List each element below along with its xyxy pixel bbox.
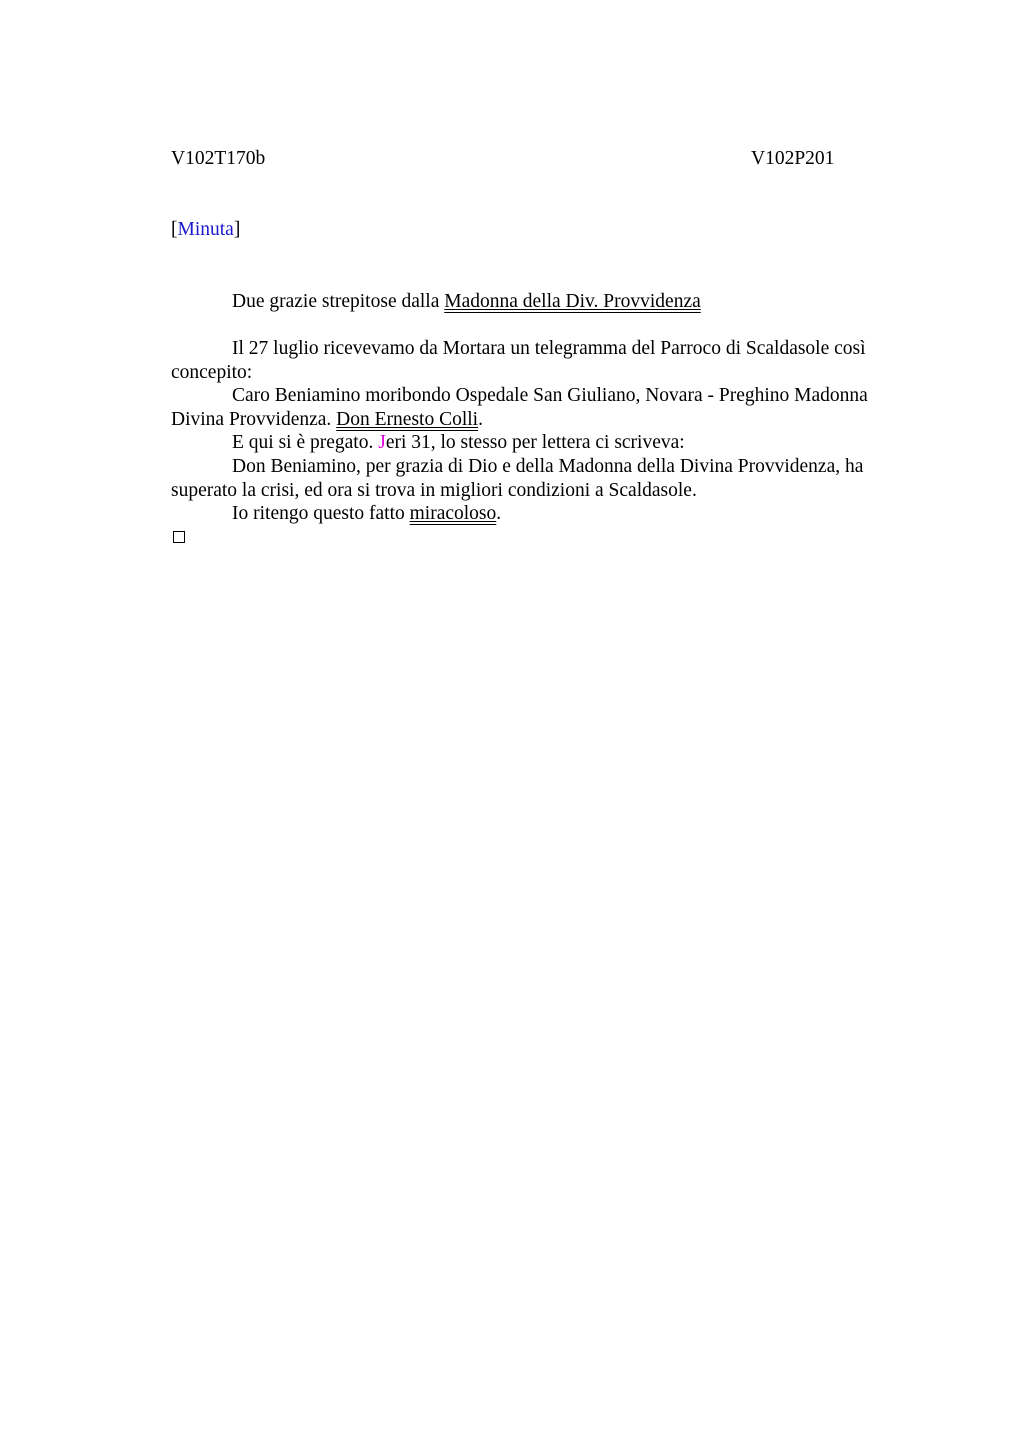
document-code-left: V102T170b — [171, 148, 266, 169]
telegram-end: . — [478, 408, 483, 430]
document-title — [232, 290, 701, 314]
paragraph-2 — [171, 384, 906, 431]
minuta-word: Minuta — [177, 219, 234, 240]
title-prefix: Due grazie strepitose dalla — [232, 291, 445, 312]
telegram-text: Caro Beniamino moribondo Ospedale San Giuliano, Novara - Preghino Madonna Divina Provvidenza. — [171, 385, 868, 430]
paragraph-5 — [171, 502, 906, 526]
empty-square-icon — [173, 531, 185, 543]
title-underlined: Madonna della Div. Provvidenza — [444, 291, 701, 312]
document-code-right: V102P201 — [751, 148, 835, 169]
bracket-close: ] — [233, 219, 241, 240]
p5-end: . — [496, 503, 502, 525]
p3-highlight-letter: J — [378, 432, 386, 454]
p5-underlined: miracoloso — [409, 503, 497, 525]
p3-rest: eri 31, lo stesso per lettera ci scriveva: — [385, 432, 685, 454]
p5-start: Io ritengo questo fatto — [232, 503, 410, 525]
document-body — [171, 337, 906, 526]
p3-start: E qui si è pregato. — [232, 432, 379, 454]
paragraph-3 — [171, 431, 906, 455]
minuta-label — [171, 218, 240, 242]
paragraph-1: Il 27 luglio ricevevamo da Mortara un telegramma del Parroco di Scaldasole così concepito: — [171, 338, 866, 383]
paragraph-4: Don Beniamino, per grazia di Dio e della Madonna della Divina Provvidenza, ha superato la crisi, ed ora si trova in migliori condizioni a Scaldasole. — [171, 455, 864, 501]
telegram-signature: Don Ernesto Colli — [336, 408, 479, 430]
bracket-open: [ — [171, 219, 178, 240]
